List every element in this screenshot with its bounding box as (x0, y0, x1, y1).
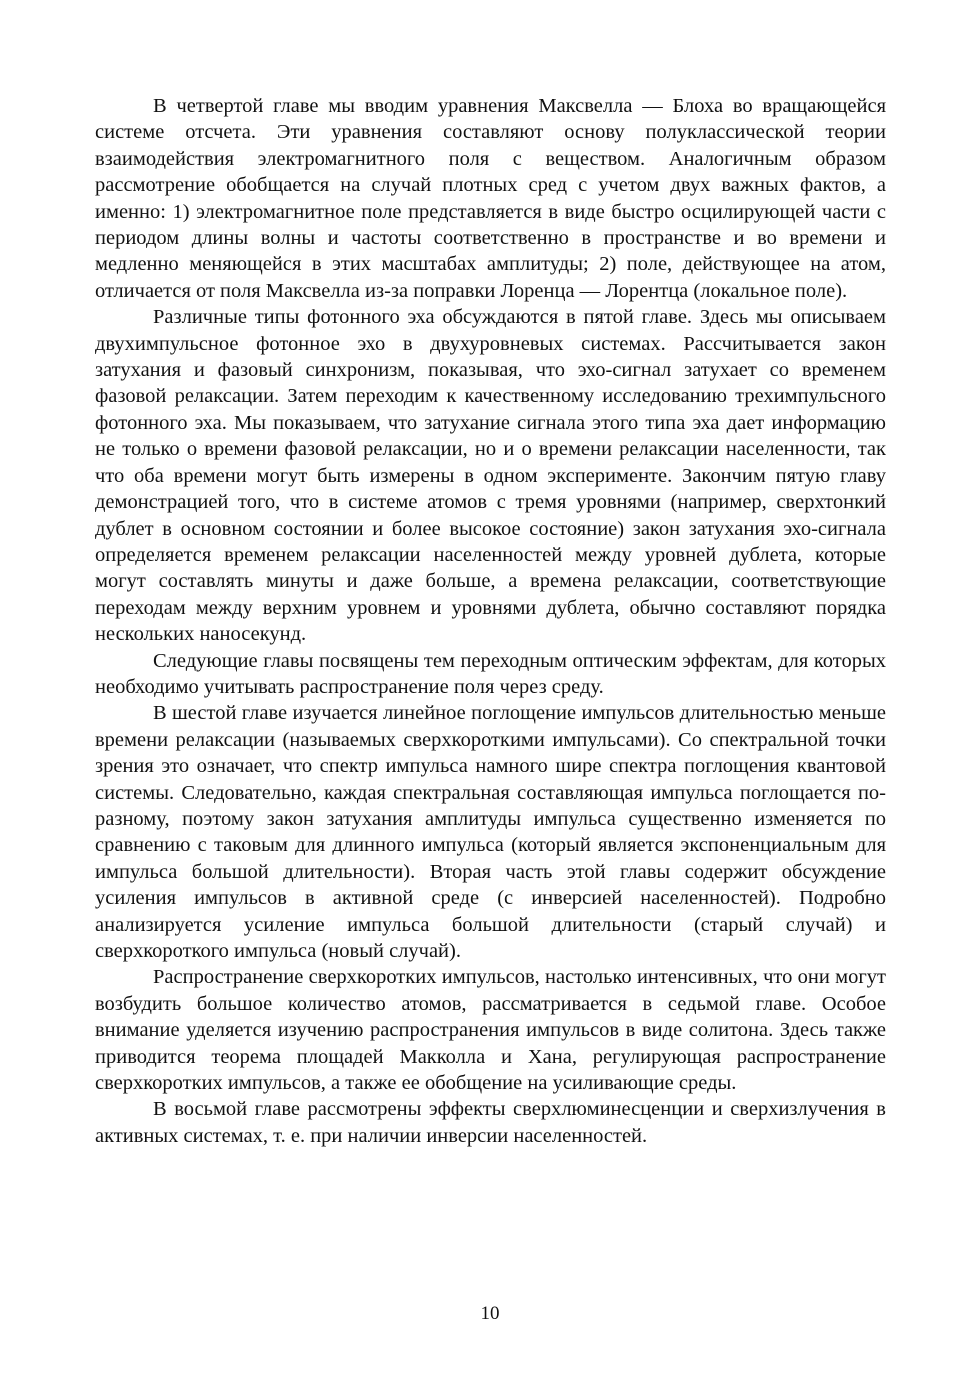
paragraph-chapter-eight: В восьмой главе рассмотрены эффекты сверхлюминесценции и сверхизлучения в активных системах, т. е. при наличии инверсии населенностей. (95, 1098, 886, 1147)
paragraph-chapter-six: В шестой главе изучается линейное поглощение импульсов длительностью меньше времени релаксации (называемых сверхкороткими импульсами). Со спектральной точки зрения это означает, что спектр импульса намного шире спектра поглощения квантовой системы. Следовательно, каждая спектральная составляющая импульса поглощается по-разному, поэтому закон затухания амплитуды импульса существенно изменяется по сравнению с таковым для длинного импульса (который является экспоненциальным для импульса большой длительности). Вторая часть этой главы содержит обсуждение усиления импульсов в активной среде (с инверсией населенностей). Подробно анализируется усиление импульса большой длительности (старый случай) и сверхкороткого импульса (новый случай). (95, 702, 886, 962)
paragraph-following-chapters: Следующие главы посвящены тем переходным оптическим эффектам, для которых необходимо учитывать распространение поля через среду. (95, 649, 886, 698)
body-text (95, 93, 886, 1149)
paragraph-chapter-four: В четвертой главе мы вводим уравнения Максвелла — Блоха во вращающейся системе отсчета. Эти уравнения составляют основу полуклассической теории взаимодействия электромагнитного поля с веществом. Аналогичным образом рассмотрение обобщается на случай плотных сред с учетом двух важных фактов, а именно: 1) электромагнитное поле представляется в виде быстро осцилирующей части с периодом длины волны и частоты соответственно в пространстве и во времени и медленно меняющейся в этих масштабах амплитуды; 2) поле, действующее на атом, отличается от поля Максвелла из-за поправки Лоренца — Лорентца (локальное поле). (95, 95, 886, 302)
paragraph-chapter-five: Различные типы фотонного эха обсуждаются в пятой главе. Здесь мы описываем двухимпульсное фотонное эхо в двухуровневых системах. Рассчитывается закон затухания и фазовый синхронизм, показывая, что эхо-сигнал затухает со временем фазовой релаксации. Затем переходим к качественному исследованию трехимпульсного фотонного эха. Мы показываем, что затухание сигнала этого типа эха дает информацию не только о времени фазовой релаксации, но и о времени релаксации населенности, так что оба времени могут быть измерены в одном эксперименте. Закончим пятую главу демонстрацией того, что в системе атомов с тремя уровнями (например, сверхтонкий дублет в основном состоянии и более высокое состояние) закон затухания эхо-сигнала определяется временем релаксации населенностей между уровней дублета, которые могут составлять минуты и даже больше, а времена релаксации, соответствующие переходам между верхним уровнем и уровнями дублета, обычно составляют порядка нескольких наносекунд. (95, 306, 886, 646)
paragraph-chapter-seven: Распространение сверхкоротких импульсов, настолько интенсивных, что они могут возбудить большое количество атомов, рассматривается в седьмой главе. Особое внимание уделяется изучению распространения импульсов в виде солитона. Здесь также приводится теорема площадей Макколла и Хана, регулирующая распространение сверхкоротких импульсов, а также ее обобщение на усиливающие среды. (95, 966, 886, 1095)
page-number: 10 (480, 1303, 500, 1324)
